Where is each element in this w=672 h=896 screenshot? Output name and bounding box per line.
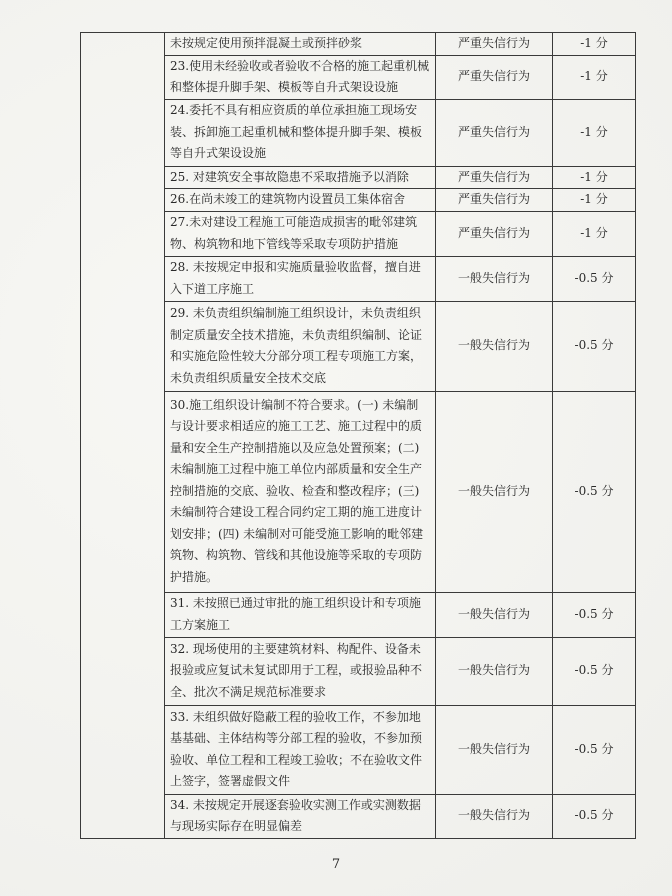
row-score: -1 分 bbox=[553, 166, 636, 189]
row-level: 严重失信行为 bbox=[436, 211, 553, 256]
row-description: 34. 未按规定开展逐套验收实测工作或实测数据与现场实际存在明显偏差 bbox=[165, 794, 436, 838]
table-row bbox=[81, 256, 636, 301]
table-row bbox=[81, 33, 636, 56]
table-row bbox=[81, 637, 636, 705]
row-level: 一般失信行为 bbox=[436, 301, 553, 391]
table-row bbox=[81, 55, 636, 99]
row-score: -0.5 分 bbox=[553, 592, 636, 637]
row-level: 一般失信行为 bbox=[436, 637, 553, 705]
table-row bbox=[81, 99, 636, 166]
row-description: 29. 未负责组织编制施工组织设计，未负责组织制定质量安全技术措施，未负责组织编制、论证和实施危险性较大分部分项工程专项施工方案，未负责组织质量安全技术交底 bbox=[165, 301, 436, 391]
row-score: -0.5 分 bbox=[553, 794, 636, 838]
row-level: 一般失信行为 bbox=[436, 256, 553, 301]
row-description: 未按规定使用预拌混凝土或预拌砂浆 bbox=[165, 33, 436, 56]
row-score: -0.5 分 bbox=[553, 391, 636, 592]
row-level: 一般失信行为 bbox=[436, 592, 553, 637]
row-level: 一般失信行为 bbox=[436, 794, 553, 838]
row-score: -1 分 bbox=[553, 211, 636, 256]
row-description: 33. 未组织做好隐蔽工程的验收工作，不参加地基基础、主体结构等分部工程的验收，不参加预验收、单位工程和工程竣工验收；不在验收文件上签字，签署虚假文件 bbox=[165, 705, 436, 794]
row-score: -0.5 分 bbox=[553, 256, 636, 301]
row-score: -1 分 bbox=[553, 55, 636, 99]
row-score: -1 分 bbox=[553, 189, 636, 212]
table-row bbox=[81, 301, 636, 391]
table-row bbox=[81, 794, 636, 838]
row-level: 严重失信行为 bbox=[436, 99, 553, 166]
row-description: 32. 现场使用的主要建筑材料、构配件、设备未报验或应复试未复试即用于工程，或报验品种不全、批次不满足规范标准要求 bbox=[165, 637, 436, 705]
row-description: 26.在尚未竣工的建筑物内设置员工集体宿舍 bbox=[165, 189, 436, 212]
table-row bbox=[81, 391, 636, 592]
row-description: 31. 未按照已通过审批的施工组织设计和专项施工方案施工 bbox=[165, 592, 436, 637]
table-row bbox=[81, 189, 636, 212]
row-score: -0.5 分 bbox=[553, 301, 636, 391]
row-description: 24.委托不具有相应资质的单位承担施工现场安装、拆卸施工起重机械和整体提升脚手架、模板等自升式架设设施 bbox=[165, 99, 436, 166]
credit-score-table bbox=[80, 32, 636, 839]
row-score: -1 分 bbox=[553, 99, 636, 166]
row-description: 23.使用未经验收或者验收不合格的施工起重机械和整体提升脚手架、模板等自升式架设设施 bbox=[165, 55, 436, 99]
row-level: 严重失信行为 bbox=[436, 33, 553, 56]
row-level: 严重失信行为 bbox=[436, 166, 553, 189]
row-level: 一般失信行为 bbox=[436, 391, 553, 592]
row-score: -0.5 分 bbox=[553, 705, 636, 794]
table-row bbox=[81, 592, 636, 637]
row-level: 严重失信行为 bbox=[436, 55, 553, 99]
row-description: 25. 对建筑安全事故隐患不采取措施予以消除 bbox=[165, 166, 436, 189]
row-score: -0.5 分 bbox=[553, 637, 636, 705]
row-level: 一般失信行为 bbox=[436, 705, 553, 794]
table-row bbox=[81, 211, 636, 256]
row-description: 30.施工组织设计编制不符合要求。(一) 未编制与设计要求相适应的施工工艺、施工过程中的质量和安全生产控制措施以及应急处置预案；(二) 未编制施工过程中施工单位内部质量和安全生产控制措施的交底、验收、检查和整改程序；(三) 未编制符合建设工程合同约定工期的施工进度计划安排；(四) 未编制对可能受施工影响的毗邻建筑物、构筑物、管线和其他设施等采取的专项防护措施。 bbox=[165, 391, 436, 592]
table-row bbox=[81, 166, 636, 189]
row-description: 27.未对建设工程施工可能造成损害的毗邻建筑物、构筑物和地下管线等采取专项防护措施 bbox=[165, 211, 436, 256]
table-row bbox=[81, 705, 636, 794]
page-number: 7 bbox=[331, 857, 341, 872]
category-cell-empty bbox=[81, 33, 165, 839]
row-level: 严重失信行为 bbox=[436, 189, 553, 212]
row-description: 28. 未按规定申报和实施质量验收监督，擅自进入下道工序施工 bbox=[165, 256, 436, 301]
row-score: -1 分 bbox=[553, 33, 636, 56]
